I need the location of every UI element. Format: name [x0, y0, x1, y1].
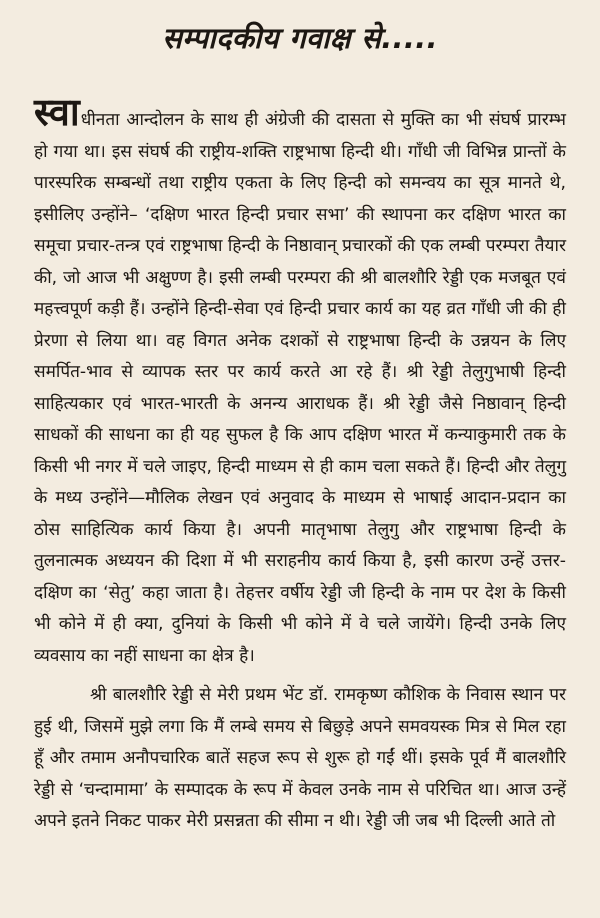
paragraph-1-text: धीनता आन्दोलन के साथ ही अंग्रेजी की दासता से मुक्ति का भी संघर्ष प्रारम्भ हो गया था। इस संघर्ष की राष्ट्रीय-शक्ति राष्ट्रभाषा हिन्दी थी। गाँधी जी विभिन्न प्रान्तों के पारस्परिक सम्बन्धों तथा राष्ट्रीय एकता के लिए हिन्दी को समन्वय का सूत्र मानते थे, इसीलिए उन्होंने– ‘दक्षिण भारत हिन्दी प्रचार सभा’ की स्थापना कर दक्षिण भारत का समूचा प्रचार-तन्त्र एवं राष्ट्रभाषा हिन्दी के निष्ठावान् प्रचारकों की एक लम्बी परम्परा तैयार की, जो आज भी अक्षुण्ण है। इसी लम्बी परम्परा की श्री बालशौरि रेड्डी एक मजबूत एवं महत्त्वपूर्ण कड़ी हैं। उन्होंने हिन्दी-सेवा एवं हिन्दी प्रचार कार्य का यह व्रत गाँधी जी की ही प्रेरणा से लिया था। वह विगत अनेक दशकों से राष्ट्रभाषा हिन्दी के उन्नयन के लिए समर्पित-भाव से व्यापक स्तर पर कार्य करते आ रहे हैं। श्री रेड्डी तेलुगुभाषी हिन्दी साहित्यकार एवं भारत-भारती के अनन्य आराधक हैं। श्री रेड्डी जैसे निष्ठावान् हिन्दी साधकों की साधना का ही यह सुफल है कि आप दक्षिण भारत में कन्याकुमारी तक के किसी भी नगर में चले जाइए, हिन्दी माध्यम से ही काम चला सकते हैं। हिन्दी और तेलुगु के मध्य उन्होंने—मौलिक लेखन एवं अनुवाद के माध्यम से भाषाई आदान-प्रदान का ठोस साहित्यिक कार्य किया है। अपनी मातृभाषा तेलुगु और राष्ट्रभाषा हिन्दी के तुलनात्मक अध्ययन की दिशा में भी सराहनीय कार्य किया है, इसी कारण उन्हें उत्तर-दक्षिण का ‘सेतु’ कहा जाता है। तेहत्तर वर्षीय रेड्डी जी हिन्दी के नाम पर देश के किसी भी कोने में ही क्या, दुनियां के किसी भी कोने में वे चले जायेंगे। हिन्दी उनके लिए व्यवसाय का नहीं साधना का क्षेत्र है।: [34, 110, 566, 666]
paragraph-1: [34, 90, 566, 672]
paragraph-2: श्री बालशौरि रेड्डी से मेरी प्रथम भेंट डॉ. रामकृष्ण कौशिक के निवास स्थान पर हुई थी, जिसमें मुझे लगा कि मैं लम्बे समय से बिछुड़े अपने समवयस्क मित्र से मिल रहा हूँ और तमाम अनौपचारिक बातें सहज रूप से शुरू हो गईं थीं। इसके पूर्व मैं बालशौरि रेड्डी से ‘चन्दामामा’ के सम्पादक के रूप में केवल उनके नाम से परिचित था। आज उन्हें अपने इतने निकट पाकर मेरी प्रसन्नता की सीमा न थी। रेड्डी जी जब भी दिल्ली आते तो: [34, 685, 566, 831]
page-title: सम्पादकीय गवाक्ष से.....: [162, 21, 438, 55]
drop-cap: स्वा: [34, 90, 80, 134]
